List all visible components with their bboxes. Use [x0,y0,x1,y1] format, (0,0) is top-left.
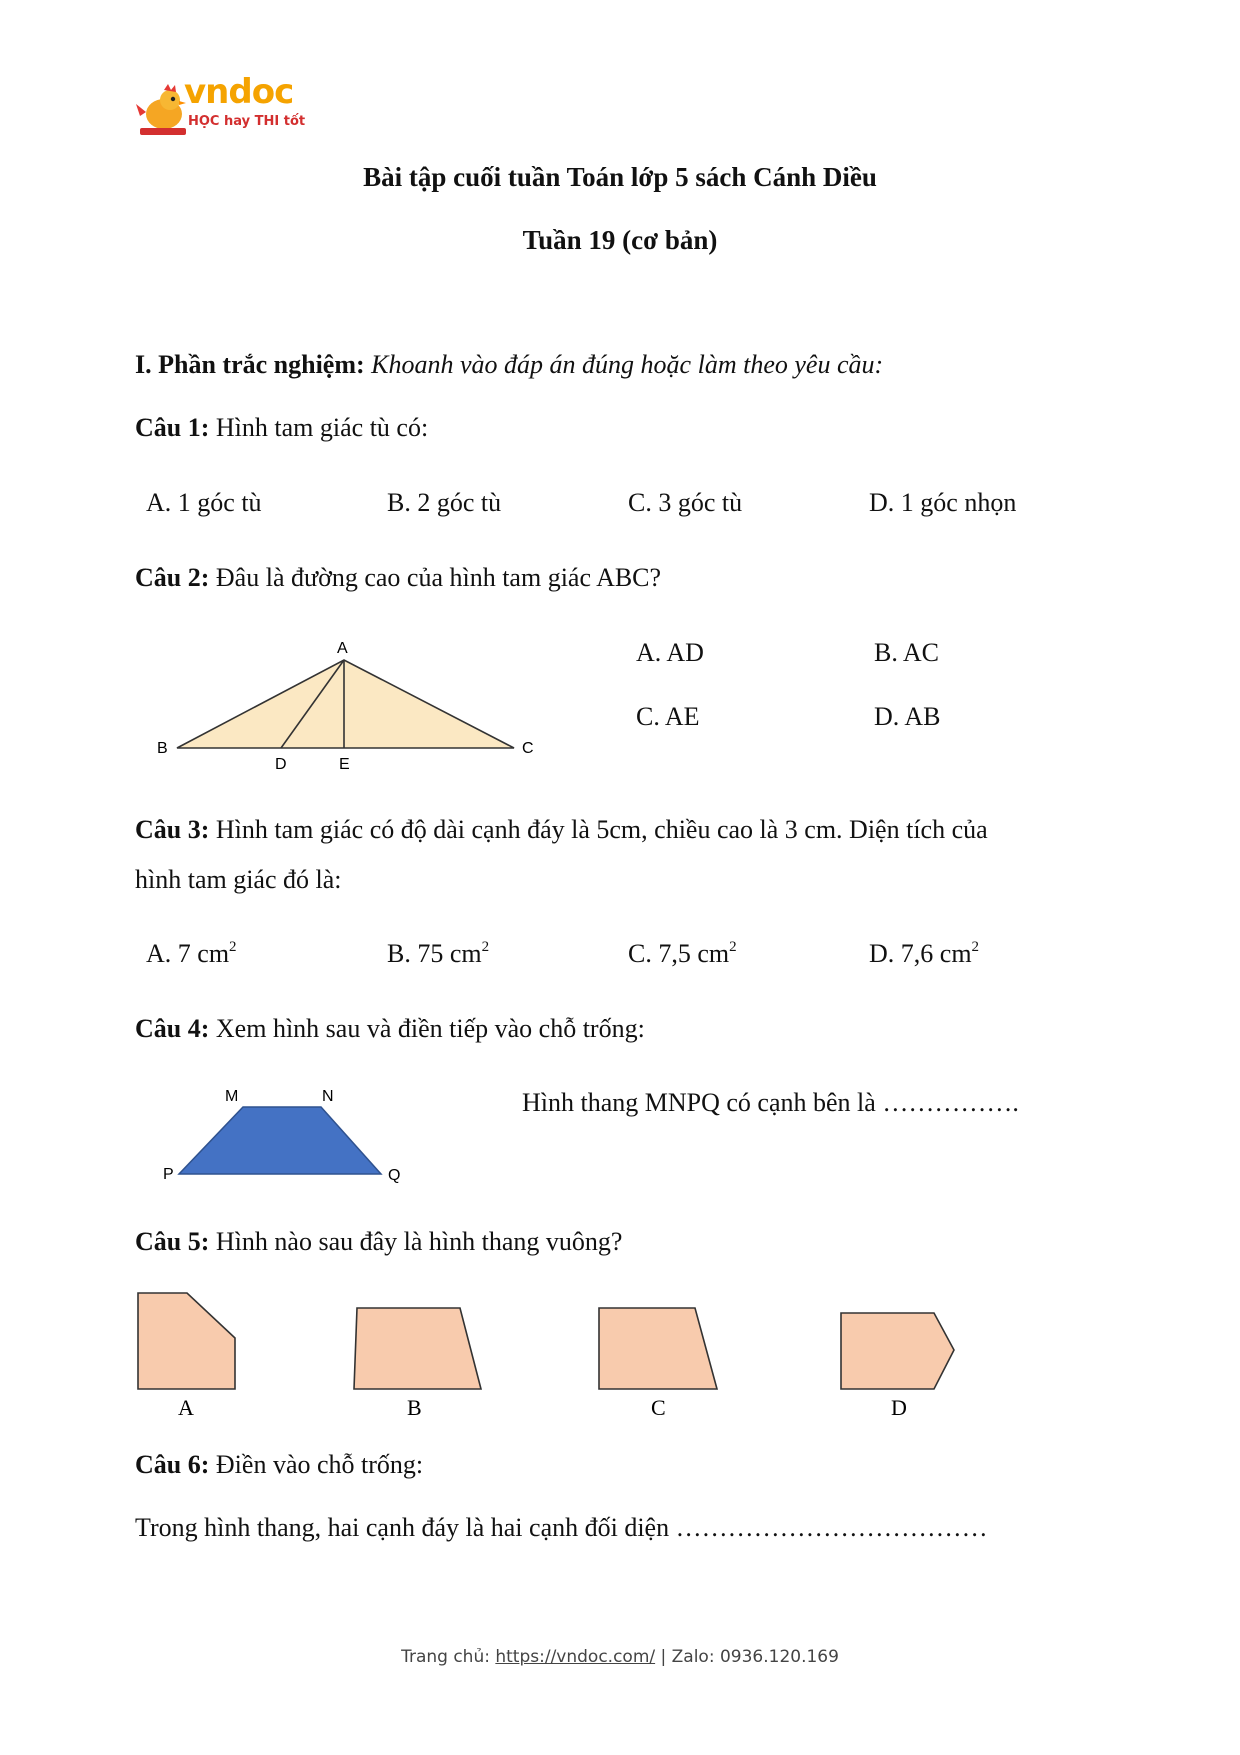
section-instruction: Khoanh vào đáp án đúng hoặc làm theo yêu cầu: [371,350,884,379]
triangle-abc [177,660,514,748]
document-title: Bài tập cuối tuần Toán lớp 5 sách Cánh Diều [363,162,877,192]
q2-option-b[interactable]: B. AC [874,638,940,667]
question-1 [135,413,428,443]
q1-option-b[interactable]: B. 2 góc tù [387,488,502,517]
option-text: C. 7,5 cm [628,939,730,968]
point-label-m: M [225,1088,239,1105]
page-footer [0,1647,1240,1667]
trapezoid-mnpq [179,1107,381,1174]
question-text: Đâu là đường cao của hình tam giác ABC? [215,563,662,592]
question-label: Câu 6: [135,1450,210,1479]
option-text: D. 7,6 cm [869,939,972,968]
trapezoid-mnpq-figure [155,1082,415,1190]
shapes-figure [130,1283,970,1428]
footer-contact: | Zalo: 0936.120.169 [660,1647,839,1667]
question-label: Câu 1: [135,413,210,442]
shape-label-d: D [891,1395,907,1420]
homepage-link[interactable]: https://vndoc.com/ [495,1647,656,1667]
question-text: Điền vào chỗ trống: [215,1450,424,1479]
point-label-p: P [163,1166,174,1183]
question-label: Câu 5: [135,1227,210,1256]
point-label-b: B [157,740,168,757]
q1-option-d[interactable]: D. 1 góc nhọn [869,488,1017,517]
exponent: 2 [481,939,490,955]
q2-option-d[interactable]: D. AB [874,702,941,731]
q4-statement[interactable]: Hình thang MNPQ có cạnh bên là ……………. [522,1088,1019,1117]
shape-label-a: A [178,1395,194,1420]
shape-a[interactable] [138,1293,235,1389]
q3-option-a[interactable] [146,939,237,969]
point-label-a: A [337,640,348,657]
point-label-d: D [275,756,287,773]
q2-option-c[interactable]: C. AE [636,702,700,731]
q2-option-a[interactable]: A. AD [636,638,704,667]
q3-option-d[interactable] [869,939,979,969]
question-3-continued: hình tam giác đó là: [135,865,342,894]
question-2 [135,563,661,593]
q1-option-a[interactable]: A. 1 góc tù [146,488,262,517]
option-text: A. 7 cm [146,939,230,968]
q3-option-b[interactable] [387,939,489,969]
logo-tagline: HỌC hay THI tốt [188,114,306,129]
triangle-abc-figure [150,635,550,775]
question-text: Hình tam giác có độ dài cạnh đáy là 5cm, chiều cao là 3 cm. Diện tích của [215,815,988,844]
logo[interactable] [134,72,306,140]
shape-label-c: C [651,1395,666,1420]
question-label: Câu 4: [135,1014,210,1043]
shape-c[interactable] [599,1308,717,1389]
point-label-q: Q [388,1167,401,1184]
question-4 [135,1014,645,1044]
q3-option-c[interactable] [628,939,737,969]
question-5 [135,1227,622,1257]
point-label-c: C [522,740,534,757]
shape-b[interactable] [354,1308,481,1389]
question-text: Hình tam giác tù có: [215,413,429,442]
q1-option-c[interactable]: C. 3 góc tù [628,488,743,517]
section-title: I. Phần trắc nghiệm: [135,350,365,379]
option-text: B. 75 cm [387,939,482,968]
question-6 [135,1450,423,1480]
point-label-n: N [322,1088,334,1105]
question-label: Câu 2: [135,563,210,592]
question-3 [135,815,988,845]
shape-d[interactable] [841,1313,954,1389]
point-label-e: E [339,756,350,773]
shape-label-b: B [407,1395,422,1420]
question-label: Câu 3: [135,815,210,844]
exponent: 2 [729,939,737,955]
question-text: Hình nào sau đây là hình thang vuông? [215,1227,623,1256]
exponent: 2 [971,939,980,955]
question-text: Xem hình sau và điền tiếp vào chỗ trống: [215,1014,645,1043]
document-subtitle: Tuần 19 (cơ bản) [522,225,718,255]
q6-statement[interactable]: Trong hình thang, hai cạnh đáy là hai cạnh đối diện ……………………………… [135,1513,988,1542]
section-heading [135,350,883,380]
exponent: 2 [229,939,237,955]
footer-prefix: Trang chủ: [401,1647,490,1667]
logo-wordmark: vndoc [184,72,294,112]
